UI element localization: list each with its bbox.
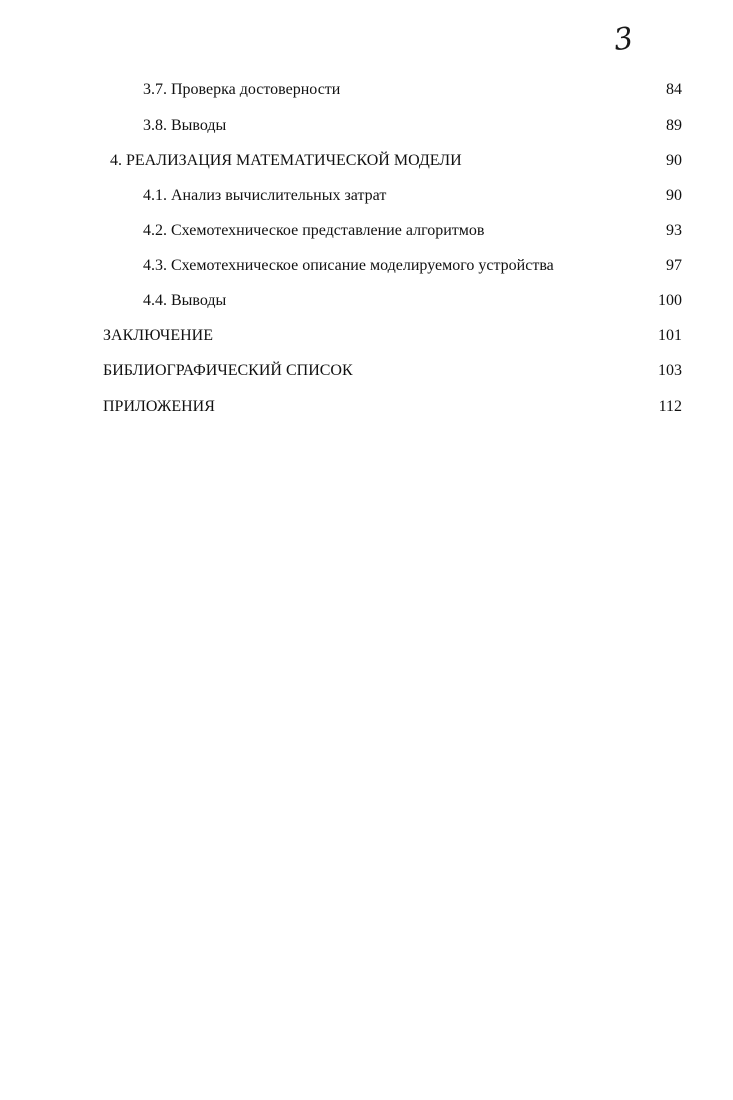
toc-entry-page: 101	[658, 327, 682, 344]
toc-entry-page: 103	[658, 362, 682, 379]
toc-entry-page: 90	[666, 152, 682, 169]
toc-entry-page: 84	[666, 81, 682, 98]
toc-entry-4-1	[143, 184, 682, 208]
toc-entry-title: 4.3. Схемотехническое описание моделируемого устройства	[143, 257, 554, 274]
toc-entry-page: 97	[666, 257, 682, 274]
toc-entry-title: БИБЛИОГРАФИЧЕСКИЙ СПИСОК	[103, 362, 353, 379]
toc-entry-title: ПРИЛОЖЕНИЯ	[103, 398, 215, 415]
toc-entry-appendices	[103, 395, 682, 419]
page-number: 3	[611, 20, 636, 59]
toc-entry-conclusion	[103, 324, 682, 348]
toc-entry-title: 4.1. Анализ вычислительных затрат	[143, 187, 387, 204]
toc-entry-chapter-4	[110, 149, 682, 173]
toc-entry-3-7	[143, 78, 682, 102]
toc-entry-page: 100	[658, 292, 682, 309]
toc-entry-4-4	[143, 289, 682, 313]
toc-entry-title: ЗАКЛЮЧЕНИЕ	[103, 327, 213, 344]
toc-entry-title: 4.2. Схемотехническое представление алгоритмов	[143, 222, 485, 239]
toc-entry-page: 89	[666, 117, 682, 134]
toc-entry-page: 93	[666, 222, 682, 239]
toc-entry-4-3	[143, 254, 682, 278]
toc-entry-title: 4. РЕАЛИЗАЦИЯ МАТЕМАТИЧЕСКОЙ МОДЕЛИ	[110, 152, 462, 169]
toc-entry-page: 90	[666, 187, 682, 204]
toc-entry-3-8	[143, 114, 682, 138]
toc-entry-page: 112	[658, 398, 682, 415]
toc-entry-title: 3.8. Выводы	[143, 117, 227, 134]
toc-entry-bibliography	[103, 359, 682, 383]
toc-entry-title: 3.7. Проверка достоверности	[143, 81, 341, 98]
toc-entry-title: 4.4. Выводы	[143, 292, 227, 309]
toc-entry-4-2	[143, 219, 682, 243]
